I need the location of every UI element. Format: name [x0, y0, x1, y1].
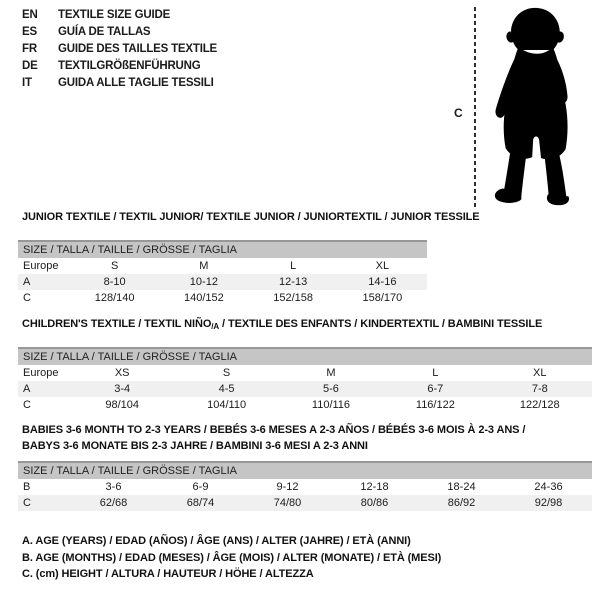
age-cell: 6-9: [192, 481, 209, 493]
size-cell: L: [432, 367, 439, 379]
legend-line-c: C. (cm) HEIGHT / ALTURA / HAUTEUR / HÖHE / ALTEZZA: [22, 568, 314, 580]
size-cell: XS: [114, 367, 130, 379]
row-label: A: [18, 274, 70, 290]
age-cell: 9-12: [276, 481, 299, 493]
table-row: [18, 495, 592, 511]
height-cell: 98/104: [105, 399, 140, 411]
age-cell: 5-6: [279, 381, 383, 397]
size-cell: S: [110, 260, 119, 272]
children-title-post: / TEXTILE DES ENFANTS / KINDERTEXTIL / BAMBINI TESSILE: [219, 318, 543, 330]
height-cell: 62/68: [70, 495, 157, 511]
age-cell: 4-5: [174, 381, 278, 397]
table-row: [18, 397, 592, 413]
table-row: [18, 274, 427, 290]
children-title-pre: CHILDREN'S TEXTILE / TEXTIL NIÑO: [22, 318, 212, 330]
height-cell: 104/110: [207, 399, 247, 411]
language-title: GUIDE DES TAILLES TEXTILE: [58, 43, 217, 55]
size-header-bar: [18, 241, 427, 258]
age-cell: 10-12: [159, 274, 248, 290]
table-row: [18, 290, 427, 306]
language-row-fr: [22, 41, 217, 58]
language-row-en: [22, 7, 217, 24]
size-header-bar: [18, 462, 592, 479]
size-cell: L: [290, 260, 297, 272]
size-header-bar: [18, 348, 592, 365]
language-title: TEXTILGRÖßENFÜHRUNG: [58, 60, 201, 72]
age-cell: 24-36: [534, 481, 563, 493]
row-label: B: [23, 481, 31, 493]
language-row-de: [22, 58, 217, 75]
height-cell: 152/158: [273, 292, 313, 304]
row-label: Europe: [23, 367, 59, 379]
size-header-label: SIZE / TALLA / TAILLE / GRÖSSE / TAGLIA: [18, 462, 592, 479]
language-title: GUÍA DE TALLAS: [58, 26, 151, 38]
age-cell: 12-13: [249, 274, 338, 290]
language-code: IT: [22, 77, 32, 89]
height-cell: 86/92: [418, 495, 505, 511]
measure-legend: [22, 533, 441, 583]
row-label: C: [18, 495, 70, 511]
height-cell: 74/80: [244, 495, 331, 511]
height-cell: 116/122: [415, 399, 455, 411]
size-header-label: SIZE / TALLA / TAILLE / GRÖSSE / TAGLIA: [18, 241, 427, 258]
language-code: DE: [22, 60, 38, 72]
row-label: C: [23, 292, 31, 304]
children-title-sub: /A: [211, 322, 220, 331]
size-cell: M: [326, 367, 336, 379]
size-header-label: SIZE / TALLA / TAILLE / GRÖSSE / TAGLIA: [18, 348, 592, 365]
height-cell: 80/86: [331, 495, 418, 511]
language-row-it: [22, 75, 217, 92]
height-cell: 92/98: [505, 495, 592, 511]
language-title: GUIDA ALLE TAGLIE TESSILI: [58, 77, 214, 89]
language-code: EN: [22, 9, 38, 21]
junior-size-table: [18, 240, 427, 306]
row-label: A: [18, 381, 70, 397]
height-cell: 128/140: [94, 292, 135, 304]
size-cell: S: [222, 367, 231, 379]
row-label: Europe: [23, 260, 59, 272]
legend-line-a: A. AGE (YEARS) / EDAD (AÑOS) / ÂGE (ANS) / ALTER (JAHRE) / ETÀ (ANNI): [22, 535, 411, 547]
junior-table-title: JUNIOR TEXTILE / TEXTIL JUNIOR/ TEXTILE JUNIOR / JUNIORTEXTIL / JUNIOR TESSILE: [22, 211, 480, 223]
age-cell: 3-6: [105, 481, 122, 493]
legend-line-b: B. AGE (MONTHS) / EDAD (MESES) / ÂGE (MOIS) / ALTER (MONATE) / ETÀ (MESI): [22, 551, 442, 564]
babies-title-line-2: BABYS 3-6 MONATE BIS 2-3 JAHRE / BAMBINI 3-6 MESI A 2-3 ANNI: [22, 440, 368, 452]
height-c-label: C: [454, 106, 463, 120]
language-code: ES: [22, 26, 37, 38]
table-row: [18, 258, 427, 274]
language-title-list: [22, 7, 217, 92]
language-row-es: [22, 24, 217, 41]
language-title: TEXTILE SIZE GUIDE: [58, 9, 171, 21]
children-table-title: [22, 318, 542, 331]
table-row: [18, 479, 592, 495]
age-cell: 8-10: [70, 274, 159, 290]
height-dashed-line: [474, 7, 476, 209]
babies-size-table: [18, 461, 592, 511]
age-cell: 18-24: [447, 481, 476, 493]
table-row: [18, 365, 592, 381]
height-measure-figure: [452, 4, 598, 210]
height-cell: 158/170: [362, 292, 403, 304]
babies-title-line-1: BABIES 3-6 MONTH TO 2-3 YEARS / BEBÉS 3-6 MESES A 2-3 AÑOS / BÉBÉS 3-6 MOIS À 2-3 ANS /: [22, 424, 526, 436]
height-cell: 68/74: [157, 495, 244, 511]
age-cell: 14-16: [338, 274, 427, 290]
baby-silhouette-image: [488, 4, 596, 209]
age-cell: 7-8: [488, 381, 592, 397]
height-cell: 140/152: [183, 292, 224, 304]
size-cell: XL: [533, 367, 547, 379]
height-cell: 110/116: [311, 399, 351, 411]
age-cell: 3-4: [70, 381, 174, 397]
height-cell: 122/128: [519, 399, 560, 411]
size-cell: XL: [375, 260, 390, 272]
age-cell: 12-18: [360, 481, 389, 493]
row-label: C: [23, 399, 31, 411]
children-size-table: [18, 347, 592, 413]
table-row: [18, 381, 592, 397]
size-cell: M: [199, 260, 209, 272]
language-code: FR: [22, 43, 37, 55]
age-cell: 6-7: [383, 381, 487, 397]
babies-table-title: [22, 422, 525, 454]
